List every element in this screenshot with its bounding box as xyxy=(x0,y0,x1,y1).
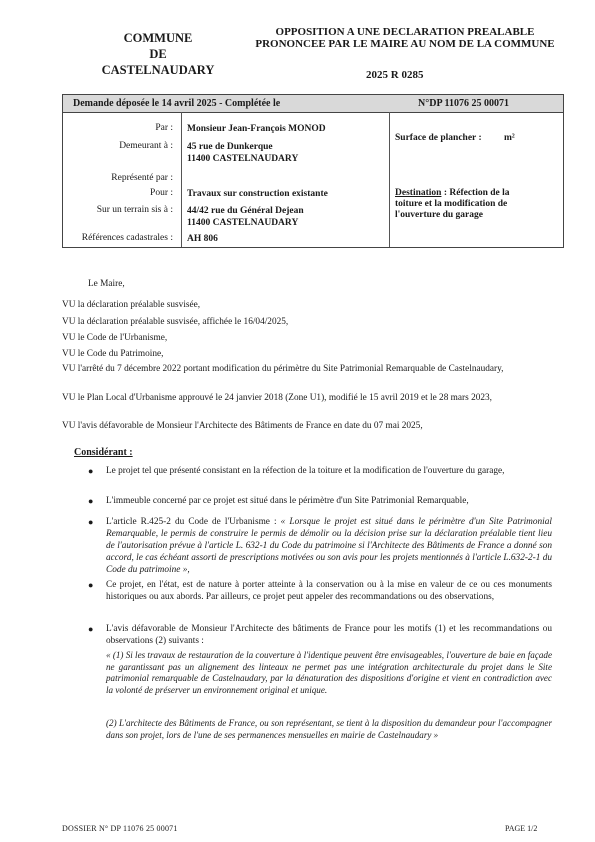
deposit-date: Demande déposée le 14 avril 2025 - Complétée le xyxy=(73,98,281,109)
commune-line: COMMUNE xyxy=(123,31,193,45)
request-info-table xyxy=(62,94,564,248)
references-value: AH 806 xyxy=(187,234,218,244)
par-value: Monsieur Jean-François MONOD xyxy=(187,124,326,134)
bullet-icon: ● xyxy=(88,466,94,476)
article-reference: L'article R.425-2 du Code de l'Urbanisme : xyxy=(106,517,281,527)
table-header xyxy=(63,95,563,113)
le-maire: Le Maire, xyxy=(88,279,125,289)
dossier-number: N°DP 11076 25 00071 xyxy=(418,98,509,109)
destination-text: toiture et la modification de xyxy=(395,199,508,209)
pour-value: Travaux sur construction existante xyxy=(187,189,328,199)
destination-text: l'ouverture du garage xyxy=(395,210,483,220)
considerant-item: L'avis défavorable de Monsieur l'Architecte des bâtiments de France pour les motifs (1) et les recommandations ou observations (2) suivants : xyxy=(106,624,552,646)
terrain-label: Sur un terrain sis à : xyxy=(96,205,173,215)
abf-motif: « (1) Si les travaux de restauration de la couverture à l'identique peuvent être envisageables, l'ouverture de baie en façade ne garantissant pas un alignement des linteaux ne permet pas une intégration architecturale du projet dans le Site patrimonial remarquable de Castelnaudary, par la dénaturation des dispositions d'origine et vient en contradiction avec la volonté de préserver un environnement original et unique. xyxy=(106,650,552,695)
considerant-item: Le projet tel que présenté consistant en la réfection de la toiture et la modification de l'ouverture du garage, xyxy=(106,466,505,476)
bullet-icon: ● xyxy=(88,580,94,590)
footer-dossier: DOSSIER N° DP 11076 25 00071 xyxy=(62,824,178,833)
surface-unit: m² xyxy=(504,133,515,143)
represente-label: Représenté par : xyxy=(111,173,173,183)
address-line: 44/42 rue du Général Dejean xyxy=(187,206,304,216)
vu-item: VU l'avis défavorable de Monsieur l'Architecte des Bâtiments de France en date du 07 mai 2025, xyxy=(62,421,423,431)
abf-recommendation: (2) L'architecte des Bâtiments de France, ou son représentant, se tient à la disposition du demandeur pour l'accompagner dans son projet, lors de l'une de ses permanences mensuelles en mairie de Castelnaudary » xyxy=(106,718,552,740)
commune-header xyxy=(78,30,238,78)
references-label: Références cadastrales : xyxy=(81,233,173,243)
surface-plancher xyxy=(395,133,515,144)
vu-item: VU le Code du Patrimoine, xyxy=(62,349,164,359)
column-divider xyxy=(389,112,390,247)
considerant-item: L'immeuble concerné par ce projet est situé dans le périmètre d'un Site Patrimonial Remarquable, xyxy=(106,496,469,506)
destination-block xyxy=(395,188,557,221)
address-line: 11400 CASTELNAUDARY xyxy=(187,218,299,228)
vu-item: VU la déclaration préalable susvisée, affichée le 16/04/2025, xyxy=(62,317,289,327)
pour-label: Pour : xyxy=(150,188,173,198)
considerant-item: Ce projet, en l'état, est de nature à porter atteinte à la conservation ou à la mise en valeur de ce ou ces monuments historiques ou aux abords. Par ailleurs, ce projet peut appeler des recommandations ou des observations, xyxy=(106,580,552,602)
commune-line: CASTELNAUDARY xyxy=(101,63,215,77)
bullet-icon: ● xyxy=(88,517,94,527)
considerant-heading: Considérant : xyxy=(74,447,133,458)
surface-label: Surface de plancher : xyxy=(395,133,482,143)
vu-item: VU la déclaration préalable susvisée, xyxy=(62,300,201,310)
bullet-icon: ● xyxy=(88,496,94,506)
document-title xyxy=(245,26,565,50)
title-line: PRONONCEE PAR LE MAIRE AU NOM DE LA COMMUNE xyxy=(255,38,555,50)
vu-item: VU l'arrêté du 7 décembre 2022 portant modification du périmètre du Site Patrimonial Remarquable de Castelnaudary, xyxy=(62,364,504,374)
destination-text: : Réfection de la xyxy=(441,188,510,198)
considerant-item xyxy=(106,516,552,576)
article-quote: « Lorsque le projet est situé dans le périmètre d'un Site Patrimonial Remarquable, le permis de construire le permis de démolir ou la décision prise sur la déclaration préalable tient lieu de l'autorisation prévue à l'article L. 632-1 du Code du patrimoine si l'Architecte des Bâtiments de France a donné son accord, le cas échéant assorti de prescriptions motivées ou son avis pour les projets mentionnés à l'article L.632-2-1 du Code du patrimoine », xyxy=(106,517,552,575)
address-line: 45 rue de Dunkerque xyxy=(187,142,273,152)
title-line: OPPOSITION A UNE DECLARATION PREALABLE xyxy=(275,26,535,38)
terrain-value xyxy=(187,205,304,229)
address-line: 11400 CASTELNAUDARY xyxy=(187,154,299,164)
bullet-icon: ● xyxy=(88,624,94,634)
vu-item: VU le Plan Local d'Urbanisme approuvé le 24 janvier 2018 (Zone U1), modifié le 15 avril 2019 et le 28 mars 2023, xyxy=(62,393,492,403)
footer-page: PAGE 1/2 xyxy=(505,824,538,833)
column-divider xyxy=(181,112,182,247)
vu-item: VU le Code de l'Urbanisme, xyxy=(62,333,168,343)
destination-label: Destination xyxy=(395,188,442,198)
commune-line: DE xyxy=(149,47,167,61)
demeurant-value xyxy=(187,141,298,165)
par-label: Par : xyxy=(155,123,173,133)
demeurant-label: Demeurant à : xyxy=(119,141,173,151)
arrete-number: 2025 R 0285 xyxy=(366,69,424,81)
